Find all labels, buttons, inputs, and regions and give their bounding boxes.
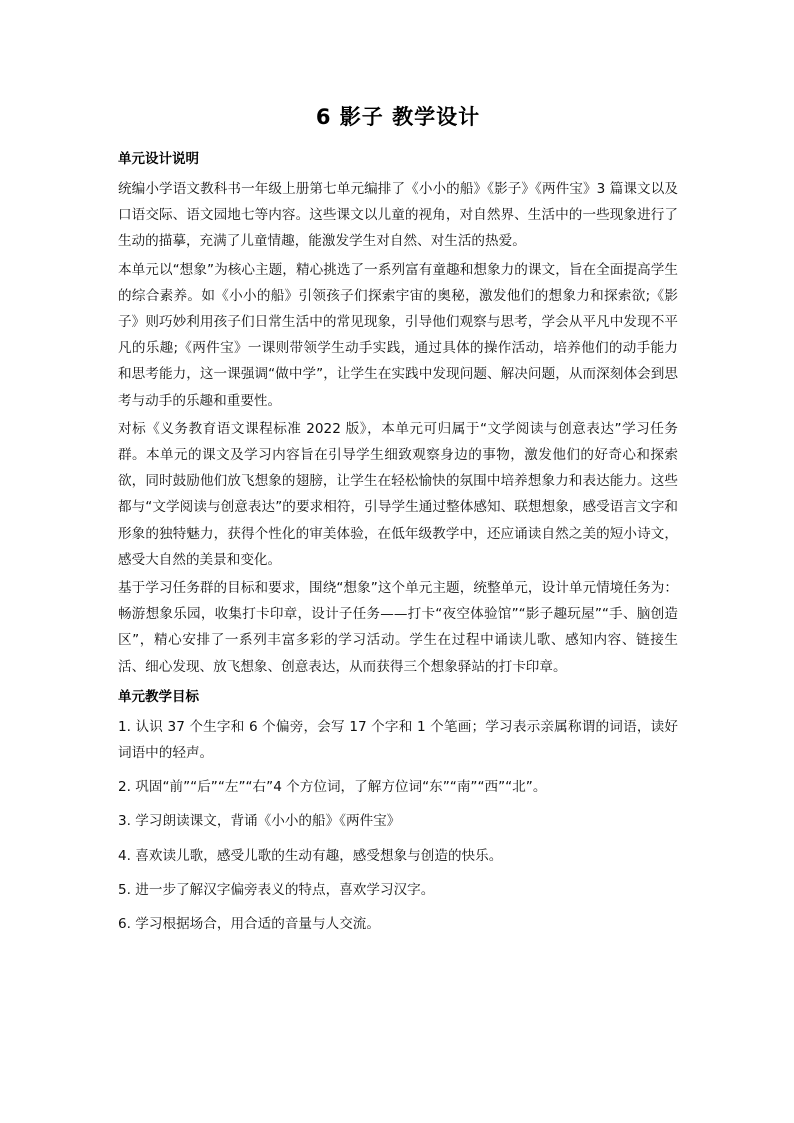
paragraph: 本单元以“想象”为核心主题，精心挑选了一系列富有童趣和想象力的课文，旨在全面提高学生的综合素养。如《小小的船》引领孩子们探索宇宙的奥秘，激发他们的想象力和探索欲;《影子》则巧妙利用孩子们日常生活中的常见现象，引导他们观察与思考，学会从平凡中发现不平凡的乐趣;《两件宝》一课则带领学生动手实践，通过具体的操作活动，培养他们的动手能力和思考能力，这一课强调“做中学”，让学生在实践中发现问题、解决问题，从而深刻体会到思考与动手的乐趣和重要性。 xyxy=(118,261,678,409)
goal-item: 5. 进一步了解汉字偏旁表义的特点，喜欢学习汉字。 xyxy=(118,881,435,898)
section-heading-unit-goals: 单元教学目标 xyxy=(118,688,199,705)
document-title: 6 影子 教学设计 xyxy=(315,105,481,129)
section-heading-unit-design: 单元设计说明 xyxy=(118,151,199,167)
paragraph: 对标《义务教育语文课程标准 2022 版》，本单元可归属于“文学阅读与创意表达”学习任务群。本单元的课文及学习内容旨在引导学生细致观察身边的事物，激发他们的好奇心和探索欲，同时鼓励他们放飞想象的翅膀，让学生在轻松愉快的氛围中培养想象力和表达能力。这些都与“文学阅读与创意表达”的要求相符，引导学生通过整体感知、联想想象，感受语言文字和形象的独特魅力，获得个性化的审美体验，在低年级教学中，还应诵读自然之美的短小诗文，感受大自然的美景和变化。 xyxy=(118,420,678,568)
paragraph: 统编小学语文教科书一年级上册第七单元编排了《小小的船》《影子》《两件宝》3 篇课文以及口语交际、语文园地七等内容。这些课文以儿童的视角，对自然界、生活中的一些现象进行了生动的描摹，充满了儿童情趣，能激发学生对自然、对生活的热爱。 xyxy=(118,181,678,250)
paragraph: 基于学习任务群的目标和要求，围绕“想象”这个单元主题，统整单元，设计单元情境任务为：畅游想象乐园，收集打卡印章，设计子任务——打卡“夜空体验馆”“影子趣玩屋”“手、脑创造区”，精心安排了一系列丰富多彩的学习活动。学生在过程中诵读儿歌、感知内容、链接生活、细心发现、放飞想象、创意表达，从而获得三个想象驿站的打卡印章。 xyxy=(118,580,678,675)
goal-item: 1. 认识 37 个生字和 6 个偏旁，会写 17 个字和 1 个笔画；学习表示亲属称谓的词语，读好词语中的轻声。 xyxy=(118,718,678,762)
goal-item: 2. 巩固“前”“后”“左”“右”4 个方位词，了解方位词“东”“南”“西”“北”。 xyxy=(118,779,547,796)
goal-item: 6. 学习根据场合，用合适的音量与人交流。 xyxy=(118,916,380,933)
goal-item: 3. 学习朗读课文，背诵《小小的船》《两件宝》 xyxy=(118,813,401,830)
document-page xyxy=(118,100,678,945)
goal-item: 4. 喜欢读儿歌，感受儿歌的生动有趣，感受想象与创造的快乐。 xyxy=(118,847,503,864)
